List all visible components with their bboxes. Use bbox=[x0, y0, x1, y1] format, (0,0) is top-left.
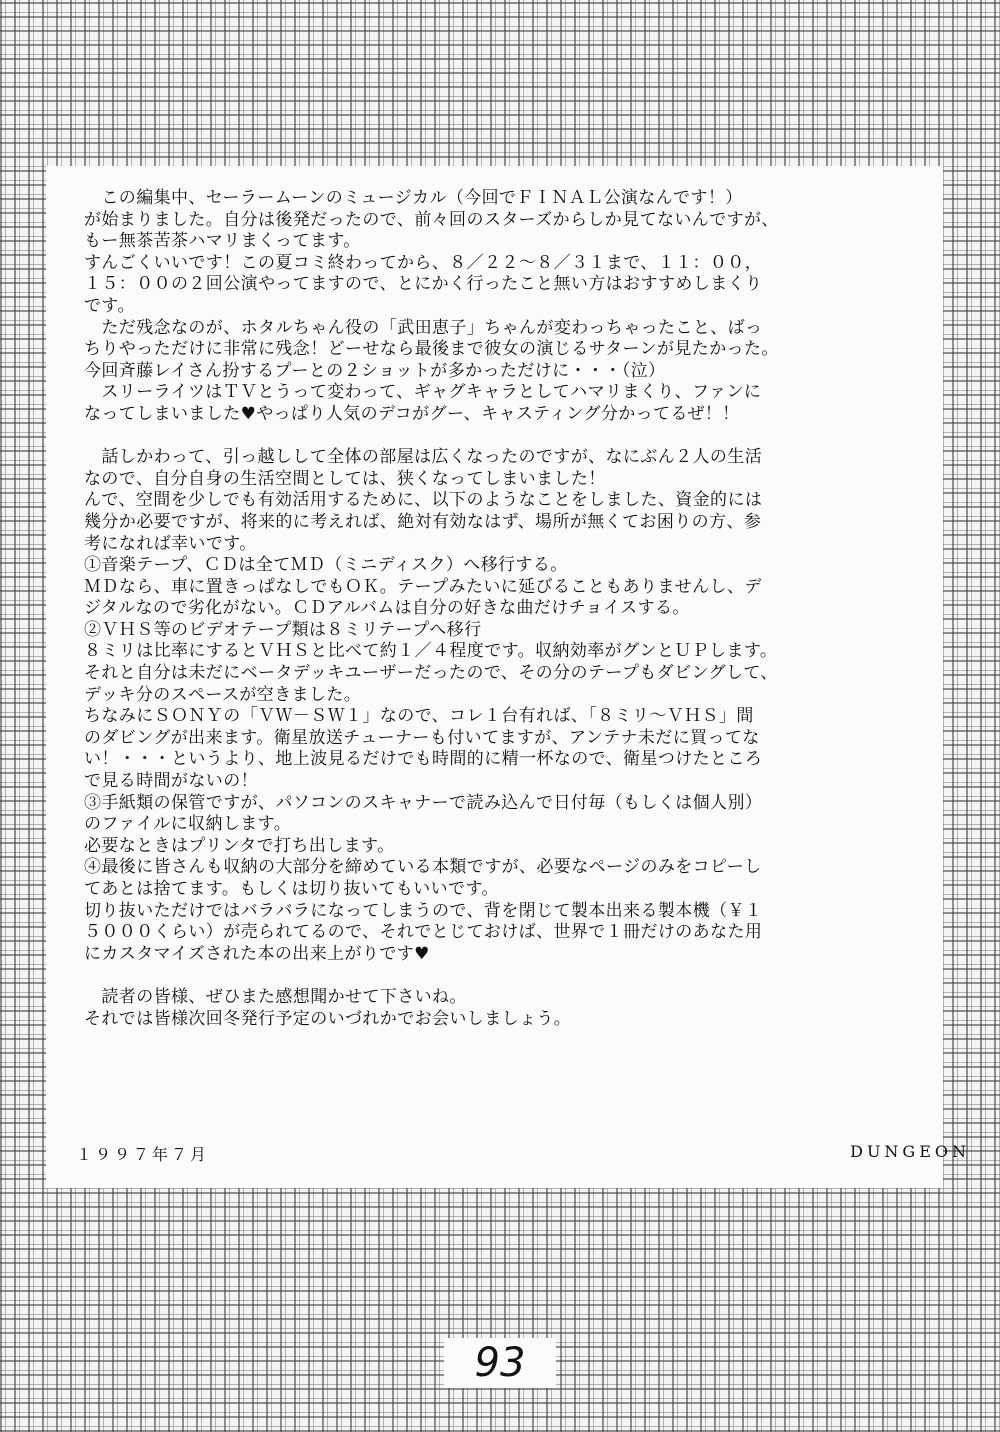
text-line: が始まりました。自分は後発だったので、前々回のスターズからしか見てないんですが、 bbox=[84, 209, 779, 230]
text-line: それと自分は未だにベータデッキユーザーだったので、その分のテープもダビングして、 bbox=[84, 663, 778, 684]
text-line: んで、空間を少しでも有効活用するために、以下のようなことをしました、資金的には bbox=[84, 490, 763, 511]
text-line: なので、自分自身の生活空間としては、狭くなってしまいました！ bbox=[84, 468, 606, 489]
text-line: 話しかわって、引っ越しして全体の部屋は広くなったのですが、なにぶん２人の生活 bbox=[84, 447, 763, 468]
text-line: ちなみにＳＯＮＹの「ＶＷ－ＳＷ１」なので、コレ１台有れば、「８ミリ～ＶＨＳ」間 bbox=[84, 706, 754, 727]
text-line: のダビングが出来ます。衛星放送チューナーも付いてますが、アンテナ未だに買ってな bbox=[84, 727, 760, 748]
text-line: で見る時間がないの！ bbox=[84, 771, 258, 792]
text-line: 必要なときはプリンタで打ち出します。 bbox=[84, 835, 395, 856]
text-line: 今回斉藤レイさん扮するプーとの２ショットが多かっただけに・・・（泣） bbox=[84, 360, 666, 381]
text-line: １５：００の２回公演やってますので、とにかく行ったこと無い方はおすすめしまくり bbox=[84, 274, 763, 295]
text-line: 切り抜いただけではバラバラになってしまうので、背を閉じて製本出来る製本機（￥１ bbox=[84, 900, 763, 921]
footer bbox=[76, 1142, 970, 1165]
text-line: ③手紙類の保管ですが、パソコンのスキャナーで読み込んで日付毎（もしくは個人別） bbox=[84, 792, 763, 813]
text-line: ５０００くらい）が売られてるので、それでとじておけば、世界で１冊だけのあなた用 bbox=[84, 922, 763, 943]
text-line: ②ＶＨＳ等のビデオテープ類は８ミリテープへ移行 bbox=[84, 619, 482, 640]
date-line: １９９７年７月 bbox=[76, 1145, 210, 1164]
blank-line bbox=[84, 426, 915, 448]
text-line: ジタルなので劣化がない。ＣＤアルバムは自分の好きな曲だけチョイスする。 bbox=[84, 598, 690, 619]
text-panel bbox=[46, 166, 943, 1188]
text-line: なってしまいました♥やっぱり人気のデコがグー、キャスティング分かってるぜ！！ bbox=[84, 403, 740, 424]
text-line: 読者の皆様、ぜひまた感想聞かせて下さいね。 bbox=[84, 986, 467, 1007]
blank-line bbox=[84, 965, 915, 987]
circle-name: DUNGEON bbox=[850, 1142, 970, 1161]
text-line: てあとは捨てます。もしくは切り抜いてもいいです。 bbox=[84, 879, 499, 899]
text-line: この編集中、セーラームーンのミュージカル（今回でＦＩＮＡＬ公演なんです！） bbox=[84, 188, 743, 208]
text-line: ①音楽テープ、ＣＤは全てＭＤ（ミニディスク）へ移行する。 bbox=[84, 555, 568, 576]
text-line: ただ残念なのが、ホタルちゃん役の「武田恵子」ちゃんが変わっちゃったこと、ばっ bbox=[84, 317, 763, 338]
text-line: です。 bbox=[84, 295, 135, 316]
text-line: ちりやっただけに非常に残念！どーせなら最後まで彼女の演じるサターンが見たかった。 bbox=[84, 339, 779, 360]
text-line: ＭＤなら、車に置きっぱなしでもＯＫ。テープみたいに延びることもありませんし、デ bbox=[84, 576, 762, 597]
text-line: ④最後に皆さんも収納の大部分を締めている本類ですが、必要なページのみをコピーし bbox=[84, 857, 762, 878]
text-line: ８ミリは比率にするとＶＨＳと比べて約１／４程度です。収納効率がグンとＵＰします。 bbox=[84, 641, 778, 662]
text-line: にカスタマイズされた本の出来上がりです♥ bbox=[84, 943, 430, 964]
text-line: のファイルに収納します。 bbox=[84, 814, 292, 835]
text-line: それでは皆様次回冬発行予定のいづれかでお会いしましょう。 bbox=[84, 1008, 572, 1029]
text-line: スリーライツはＴＶとうって変わって、ギャグキャラとしてハマリまくり、ファンに bbox=[84, 382, 762, 403]
text-line: デッキ分のスペースが空きました。 bbox=[84, 684, 362, 705]
page-number: 93 bbox=[444, 1338, 556, 1388]
text-line: 考になれば幸いです。 bbox=[84, 533, 257, 554]
text-line: すんごくいいです！この夏コミ終わってから、８／２２～８／３１まで、１１：００， bbox=[84, 252, 763, 273]
body-text bbox=[84, 188, 915, 1030]
text-line: もー無茶苦茶ハマリまくってます。 bbox=[84, 231, 361, 252]
text-line: 幾分か必要ですが、将来的に考えれば、絶対有効なはず、場所が無くてお困りの方、参 bbox=[84, 511, 762, 532]
text-line: い！・・・というより、地上波見るだけでも時間的に精一杯なので、衛星つけたところ bbox=[84, 749, 763, 770]
